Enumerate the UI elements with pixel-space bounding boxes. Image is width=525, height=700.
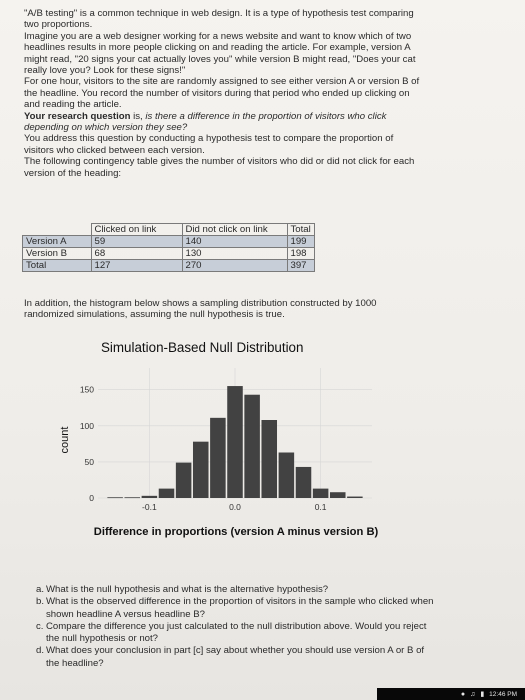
histogram-bar xyxy=(124,497,140,498)
x-tick-label: 0.1 xyxy=(314,502,327,512)
table-header-cell: Total xyxy=(287,224,314,236)
research-question-label: Your research question xyxy=(24,110,131,122)
question-list xyxy=(36,584,436,670)
question-letter: a. xyxy=(36,584,45,595)
table-row xyxy=(23,260,315,272)
histogram-bar xyxy=(107,497,123,498)
table-row-label: Version A xyxy=(23,236,92,248)
intro-paragraph-2: Imagine you are a web designer working for a news website and want to know which of two headlines results in more people clicking on and reading the article. For example, version A might read, "20 signs your cat actually loves you" while version B might read, "Does your cat really love you? Look for these signs!" xyxy=(24,30,416,77)
table-cell: 198 xyxy=(287,248,314,260)
table-row xyxy=(23,248,315,260)
question-text: What is the observed difference in the proportion of visitors in the sample who clicked when shown headline A versus headline B? xyxy=(46,596,434,620)
research-question-connector: is, xyxy=(130,110,146,122)
histogram-bar xyxy=(176,463,192,498)
histogram-bar xyxy=(159,489,175,498)
table-cell: 270 xyxy=(182,260,287,272)
question-item xyxy=(36,645,436,670)
histogram-bar xyxy=(261,420,277,498)
histogram-bar xyxy=(244,395,260,498)
histogram-bar xyxy=(279,453,295,499)
question-letter: c. xyxy=(36,620,44,632)
histogram-bar xyxy=(347,497,363,498)
x-axis-label: Difference in proportions (version A minus version B) xyxy=(93,526,379,538)
table-cell: 140 xyxy=(182,236,287,248)
table-header-row xyxy=(23,224,315,236)
contingency-table xyxy=(22,223,315,272)
histogram-bar xyxy=(227,386,243,498)
table-row xyxy=(23,236,315,248)
chart-y-ticks xyxy=(80,385,94,503)
chart-bars xyxy=(107,386,362,498)
histogram-bar xyxy=(193,442,209,498)
table-cell: 127 xyxy=(91,260,182,272)
volume-icon[interactable]: ♫ xyxy=(470,690,476,698)
intro-paragraph-1: "A/B testing" is a common technique in web design. It is a type of hypothesis test comparing two proportions. xyxy=(24,8,414,31)
table-cell: 397 xyxy=(287,260,314,272)
research-question xyxy=(24,111,424,134)
histogram-bar xyxy=(142,496,158,498)
question-text: Compare the difference you just calculated to the null distribution above. Would you reject the null hypothesis or not? xyxy=(46,620,427,645)
histogram-bar xyxy=(313,489,329,498)
y-tick-label: 50 xyxy=(84,456,94,467)
table-corner-cell xyxy=(23,224,92,236)
intro-text xyxy=(24,8,424,179)
histogram-bar xyxy=(210,418,226,498)
question-item xyxy=(36,584,436,596)
wifi-icon[interactable]: ● xyxy=(460,690,466,698)
y-tick-label: 100 xyxy=(79,420,94,431)
table-cell: 68 xyxy=(91,248,182,260)
table-row-label: Total xyxy=(23,260,92,272)
x-tick-label: 0.0 xyxy=(229,502,241,512)
histogram-bar xyxy=(296,467,312,498)
x-tick-label: -0.1 xyxy=(142,502,157,512)
taskbar-clock[interactable]: 12:46 PM xyxy=(489,690,517,698)
y-axis-label: count xyxy=(59,426,71,454)
question-letter: d. xyxy=(36,645,45,657)
question-letter: b. xyxy=(36,596,45,608)
table-cell: 199 xyxy=(287,236,314,248)
table-header-cell: Clicked on link xyxy=(91,224,182,236)
intro-paragraph-3: For one hour, visitors to the site are randomly assigned to see either version A or version B of the headline. You record the number of visitors during that period who ended up clicking on and reading the article. xyxy=(24,76,420,111)
y-tick-label: 0 xyxy=(89,493,94,503)
intro-paragraph-6: The following contingency table gives the number of visitors who did or did not click for each version of the heading: xyxy=(24,156,415,179)
intro-paragraph-5: You address this question by conducting a hypothesis test to compare the proportion of visitors who clicked between each version. xyxy=(24,133,394,156)
question-text: What does your conclusion in part [c] say about whether you should use version A or B of the headline? xyxy=(46,645,425,669)
chart-x-ticks xyxy=(142,502,327,512)
research-question-text: is there a difference in the proportion of visitors who click depending on which version they see? xyxy=(24,110,387,134)
system-taskbar xyxy=(377,688,525,700)
table-cell: 59 xyxy=(91,236,182,248)
histogram-chart xyxy=(50,360,390,542)
question-item xyxy=(36,621,436,646)
battery-icon[interactable]: ▮ xyxy=(480,691,485,698)
y-tick-label: 150 xyxy=(79,384,94,395)
chart-title: Simulation-Based Null Distribution xyxy=(101,340,304,355)
question-item xyxy=(36,596,436,621)
table-row-label: Version B xyxy=(23,248,92,260)
question-text: What is the null hypothesis and what is the alternative hypothesis? xyxy=(46,584,329,595)
table-cell: 130 xyxy=(182,248,287,260)
histogram-description: In addition, the histogram below shows a sampling distribution constructed by 1000 randomized simulations, assuming the null hypothesis is true. xyxy=(24,298,377,321)
histogram-bar xyxy=(330,492,346,498)
table-header-cell: Did not click on link xyxy=(182,224,287,236)
